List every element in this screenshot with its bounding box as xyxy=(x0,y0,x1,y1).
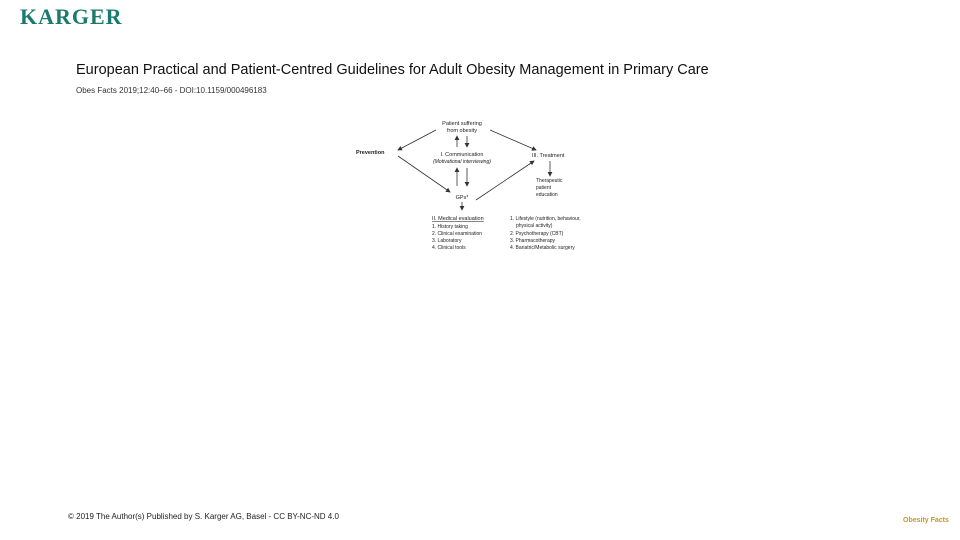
evaluation-item: 3. Laboratory xyxy=(432,238,462,244)
treatment-item: 2. Psychotherapy (CBT) xyxy=(510,231,564,237)
top-node-line2: from obesity xyxy=(447,128,477,134)
treatment-label: III. Treatment xyxy=(532,153,565,159)
evaluation-item: 1. History taking xyxy=(432,224,468,230)
flowchart-svg xyxy=(350,116,610,258)
evaluation-item: 4. Clinical tools xyxy=(432,245,466,251)
obesity-facts-logo: Obesity Facts xyxy=(903,517,949,524)
treatment-item: physical activity) xyxy=(516,223,553,229)
arrow-top-to-treatment xyxy=(490,130,536,150)
communication-label: I. Communication xyxy=(440,152,484,158)
evaluation-item: 2. Clinical examination xyxy=(432,231,483,237)
arrow-gps-to-treatment xyxy=(476,161,534,200)
arrow-top-to-prevention xyxy=(398,130,436,150)
patient-education-line1: Therapeutic xyxy=(536,178,563,184)
top-node-line1: Patient suffering xyxy=(442,121,482,127)
treatment-item: 4. Bariatric/Metabolic surgery xyxy=(510,245,575,251)
communication-sub: (Motivational interviewing) xyxy=(433,159,491,165)
obesity-management-flowchart xyxy=(350,116,610,258)
slide-title: European Practical and Patient-Centred Guidelines for Adult Obesity Management in Primary Care xyxy=(76,62,709,78)
patient-education-line3: education xyxy=(536,192,558,198)
karger-logo: KARGER xyxy=(20,4,123,29)
treatment-item: 1. Lifestyle (nutrition, behaviour, xyxy=(510,216,581,222)
prevention-label: Prevention xyxy=(356,150,385,156)
copyright-footer: © 2019 The Author(s) Published by S. Karger AG, Basel - CC BY-NC-ND 4.0 xyxy=(68,512,339,521)
citation: Obes Facts 2019;12:40–66 - DOI:10.1159/000496183 xyxy=(76,86,267,95)
patient-education-line2: patient xyxy=(536,185,552,191)
treatment-item: 3. Pharmacotherapy xyxy=(510,238,556,244)
medical-evaluation-heading: II. Medical evaluation xyxy=(432,216,484,222)
gps-label: GPs* xyxy=(455,195,469,201)
